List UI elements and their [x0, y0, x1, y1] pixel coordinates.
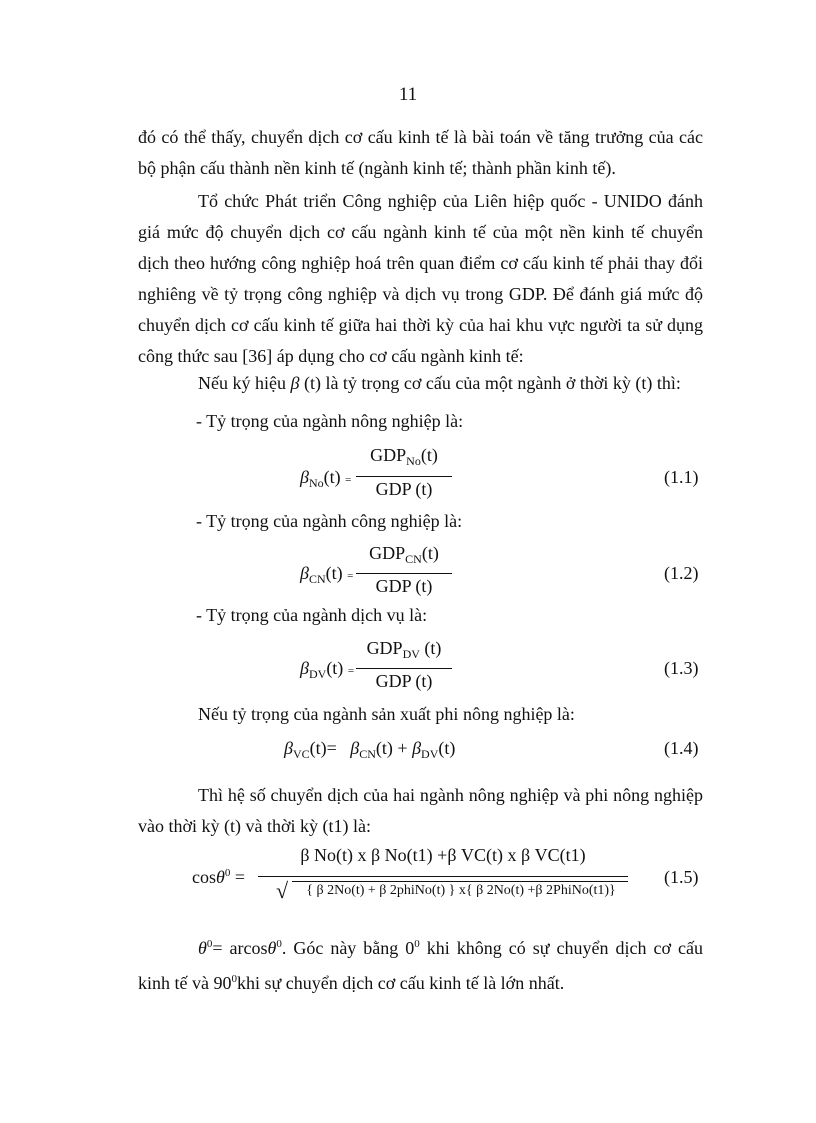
- time-arg: (t): [421, 543, 439, 563]
- subscript: DV: [308, 667, 327, 681]
- page-number: 11: [398, 84, 418, 105]
- formula-1-1-denominator: GDP (t): [375, 479, 433, 499]
- label-non-agriculture: Nếu tỷ trọng của ngành sản xuất phi nông nghiệp là:: [198, 704, 575, 724]
- text-segment: . Góc này bằng 0: [281, 938, 415, 958]
- subscript: VC: [292, 747, 310, 761]
- equation-number: (1.2): [664, 563, 699, 583]
- text-segment: khi không có sự chuyển dịch cơ cấu kinh tế và 90: [138, 938, 703, 993]
- time-arg: (t): [326, 658, 344, 678]
- text-segment: = arcos: [212, 938, 268, 958]
- paragraph-1: đó có thể thấy, chuyển dịch cơ cấu kinh tế là bài toán về tăng trưởng của các bộ phận cấu thành nền kinh tế (ngành kinh tế; thành phần kinh tế).: [138, 127, 703, 178]
- formula-1-1-lhs: [300, 467, 351, 491]
- theta-symbol: θ: [198, 938, 207, 958]
- beta-symbol: β: [300, 467, 309, 487]
- time-arg: (t): [419, 638, 442, 658]
- beta-symbol: β: [300, 563, 309, 583]
- gdp-label: GDP: [369, 543, 406, 563]
- label-industry: - Tỷ trọng của ngành công nghiệp là:: [196, 511, 463, 531]
- equation-number: (1.1): [664, 467, 699, 487]
- gdp-label: GDP: [370, 445, 407, 465]
- equation-number: (1.5): [664, 867, 699, 887]
- subscript: CN: [308, 572, 326, 586]
- equation-number: (1.3): [664, 658, 699, 678]
- paragraph-notation: [198, 373, 681, 394]
- formula-1-4: [0, 738, 816, 768]
- fraction-bar: [258, 876, 628, 877]
- sqrt-overline: [292, 881, 628, 882]
- time-arg: (t): [323, 467, 341, 487]
- gdp-label: GDP: [366, 638, 403, 658]
- beta-symbol: β: [412, 738, 422, 758]
- paragraph-intro-continuation: [138, 122, 703, 184]
- formula-1-2: [0, 543, 816, 603]
- subscript: DV: [421, 747, 439, 761]
- formula-1-1-numerator: [356, 445, 452, 469]
- formula-1-3: [0, 638, 816, 698]
- time-arg: (t): [420, 445, 438, 465]
- paragraph-final: [138, 929, 703, 999]
- formula-1-2-lhs: [300, 563, 353, 587]
- paragraph-2: Tổ chức Phát triển Công nghiệp của Liên hiệp quốc - UNIDO đánh giá mức độ chuyển dịch cơ cấu ngành kinh tế của một nền kinh tế chuyển dịch theo hướng công nghiệp hoá trên quan điểm cơ cấu kinh tế phải thay đổi nghiêng về tỷ trọng công nghiệp và dịch vụ trong GDP. Để đánh giá mức độ chuyển dịch cơ cấu kinh tế giữa hai thời kỳ của hai khu vực người ta sử dụng công thức sau [36] áp dụng cho cơ cấu ngành kinh tế:: [138, 191, 703, 366]
- beta-symbol: β: [300, 658, 309, 678]
- paragraph-theta: [138, 929, 703, 999]
- equation-number: (1.4): [664, 738, 699, 758]
- theta-symbol: θ: [216, 867, 225, 887]
- fraction-bar: [356, 668, 452, 669]
- superscript: 0: [224, 867, 231, 879]
- beta-symbol: β: [284, 738, 293, 758]
- paragraph-coef: Thì hệ số chuyển dịch của hai ngành nông nghiệp và phi nông nghiệp vào thời kỳ (t) và thời kỳ (t1) là:: [138, 785, 703, 836]
- formula-1-5: [0, 845, 816, 905]
- notation-suffix: (t) là tỷ trọng cơ cấu của một ngành ở thời kỳ (t) thì:: [299, 373, 681, 393]
- superscript: 0: [414, 938, 420, 950]
- formula-1-3-lhs: [300, 658, 354, 682]
- equals-sign: =: [230, 867, 245, 887]
- beta-symbol: β: [290, 373, 300, 393]
- sqrt-icon: √: [276, 878, 289, 903]
- fraction-bar: [356, 476, 452, 477]
- fraction-bar: [356, 573, 452, 574]
- time-arg: (t): [438, 738, 456, 758]
- theta-symbol: θ: [267, 938, 277, 958]
- time-arg: (t) +: [375, 738, 408, 758]
- label-agriculture: - Tỷ trọng của ngành nông nghiệp là:: [196, 411, 464, 431]
- label-services: - Tỷ trọng của ngành dịch vụ là:: [196, 605, 428, 625]
- notation-prefix: Nếu ký hiệu: [198, 373, 291, 393]
- subscript: No: [308, 476, 324, 490]
- formula-1-3-numerator: [356, 638, 452, 662]
- paragraph-unido: [138, 186, 703, 372]
- formula-1-1: [0, 445, 816, 505]
- subscript: No: [406, 454, 421, 468]
- formula-1-2-denominator: GDP (t): [375, 576, 433, 596]
- equals-sign: =: [345, 474, 352, 486]
- formula-1-5-denominator: { β 2No(t) + β 2phiNo(t) } x{ β 2No(t) +β 2PhiNo(t1)}: [306, 883, 616, 898]
- formula-1-2-numerator: [356, 543, 452, 567]
- time-arg: (t)=: [309, 738, 337, 758]
- paragraph-coefficient: [138, 780, 703, 842]
- formula-1-5-lhs: [192, 867, 245, 888]
- equals-sign: =: [347, 665, 355, 677]
- superscript: 0: [231, 973, 237, 985]
- superscript: 0: [276, 938, 282, 950]
- subscript: CN: [405, 552, 422, 566]
- formula-1-3-denominator: GDP (t): [375, 671, 433, 691]
- equals-sign: =: [347, 570, 354, 582]
- cos-label: cos: [192, 867, 216, 887]
- text-segment: khi sự chuyển dịch cơ cấu kinh tế là lớn nhất.: [236, 973, 565, 993]
- subscript: CN: [359, 747, 376, 761]
- superscript: 0: [206, 938, 213, 950]
- formula-1-4-expression: [284, 738, 455, 762]
- subscript: DV: [402, 647, 420, 661]
- time-arg: (t): [325, 563, 343, 583]
- formula-1-5-numerator: β No(t) x β No(t1) +β VC(t) x β VC(t1): [300, 845, 586, 865]
- beta-symbol: β: [350, 738, 360, 758]
